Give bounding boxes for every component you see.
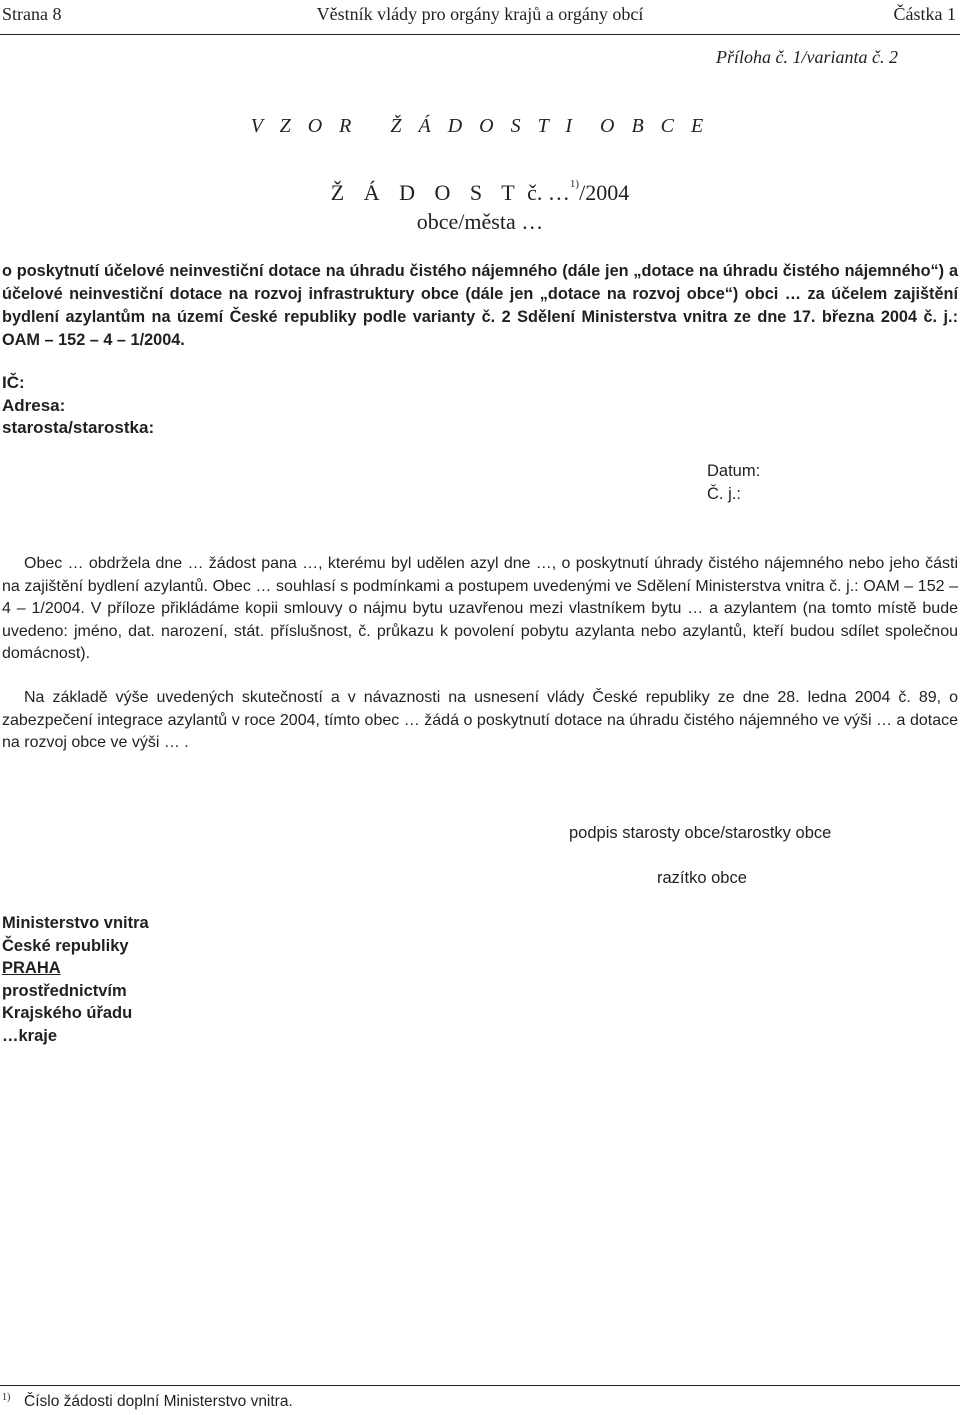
- request-title-word: Ž Á D O S T: [330, 180, 522, 205]
- header-rule: [0, 34, 960, 35]
- request-subtitle: obce/města …: [416, 209, 544, 234]
- addressee-line-2: České republiky: [2, 937, 129, 955]
- header-page-number: Strana 8: [2, 4, 62, 24]
- addressee-line-6: …kraje: [2, 1027, 58, 1045]
- footnote-mark: 1): [2, 1392, 11, 1403]
- request-title-number: č. …: [527, 180, 570, 205]
- date-label: Datum:: [707, 462, 761, 480]
- signature-label: podpis starosty obce/starostky obce: [569, 824, 832, 842]
- addressee-line-5: Krajského úřadu: [2, 1004, 133, 1022]
- subject-paragraph: o poskytnutí účelové neinvestiční dotace na úhradu čistého nájemného (dále jen „dotace na úhradu čistého nájemného“) a účelové neinvestiční dotace na rozvoj infrastruktury obce (dále jen „dotace na rozvoj obce“) obci … za účelem zajištění bydlení azylantům na území České republiky podle varianty č. 2 Sdělení Ministerstva vnitra ze dne 17. března 2004 č. j.: OAM – 152 – 4 – 1/2004.: [2, 262, 958, 349]
- header-journal-title: Věstník vlády pro orgány krajů a orgány obcí: [316, 4, 644, 24]
- footnote-rule: [0, 1385, 960, 1386]
- request-title: [0, 180, 960, 206]
- mayor-label: starosta/starostka:: [2, 418, 155, 437]
- attachment-label: Příloha č. 1/varianta č. 2: [716, 47, 898, 67]
- header-issue-number: Částka 1: [893, 4, 956, 24]
- footnote-text: Číslo žádosti doplní Ministerstvo vnitra.: [24, 1393, 293, 1410]
- reference-number-label: Č. j.:: [707, 485, 741, 503]
- footnote-reference: 1): [569, 178, 580, 190]
- ic-label: IČ:: [2, 373, 25, 392]
- body-paragraph-1: Obec … obdržela dne … žádost pana …, kterému byl udělen azyl dne …, o poskytnutí úhrady čistého nájemného nebo jeho části na zajištění bydlení azylantů. Obec … souhlasí s podmínkami a postupem uvedenými ve Sdělení Ministerstva vnitra č. j.: OAM – 152 – 4 – 1/2004. V příloze přikládáme kopii smlouvy o nájmu bytu uzavřenou mezi vlastníkem bytu … a azylantem (na tomto místě bude uvedeno: jméno, dat. narození, stát. příslušnost, č. průkazu k povolení pobytu azylanta nebo azylantů, kteří budou sdílet společnou domácnost).: [2, 555, 958, 662]
- stamp-label: razítko obce: [657, 869, 747, 887]
- address-label: Adresa:: [2, 396, 66, 415]
- form-title: V Z O R Ž Á D O S T I O B C E: [250, 115, 710, 137]
- addressee-line-1: Ministerstvo vnitra: [2, 914, 149, 932]
- addressee-line-4: prostřednictvím: [2, 982, 127, 1000]
- body-paragraph-2: Na základě výše uvedených skutečností a v návaznosti na usnesení vlády České republiky ze dne 28. ledna 2004 č. 89, o zabezpečení integrace azylantů v roce 2004, tímto obec … žádá o poskytnutí dotace na úhradu čistého nájemného ve výši … a dotace na rozvoj obce ve výši … .: [2, 689, 958, 751]
- request-title-year: /2004: [579, 180, 630, 205]
- addressee-city: PRAHA: [2, 959, 61, 977]
